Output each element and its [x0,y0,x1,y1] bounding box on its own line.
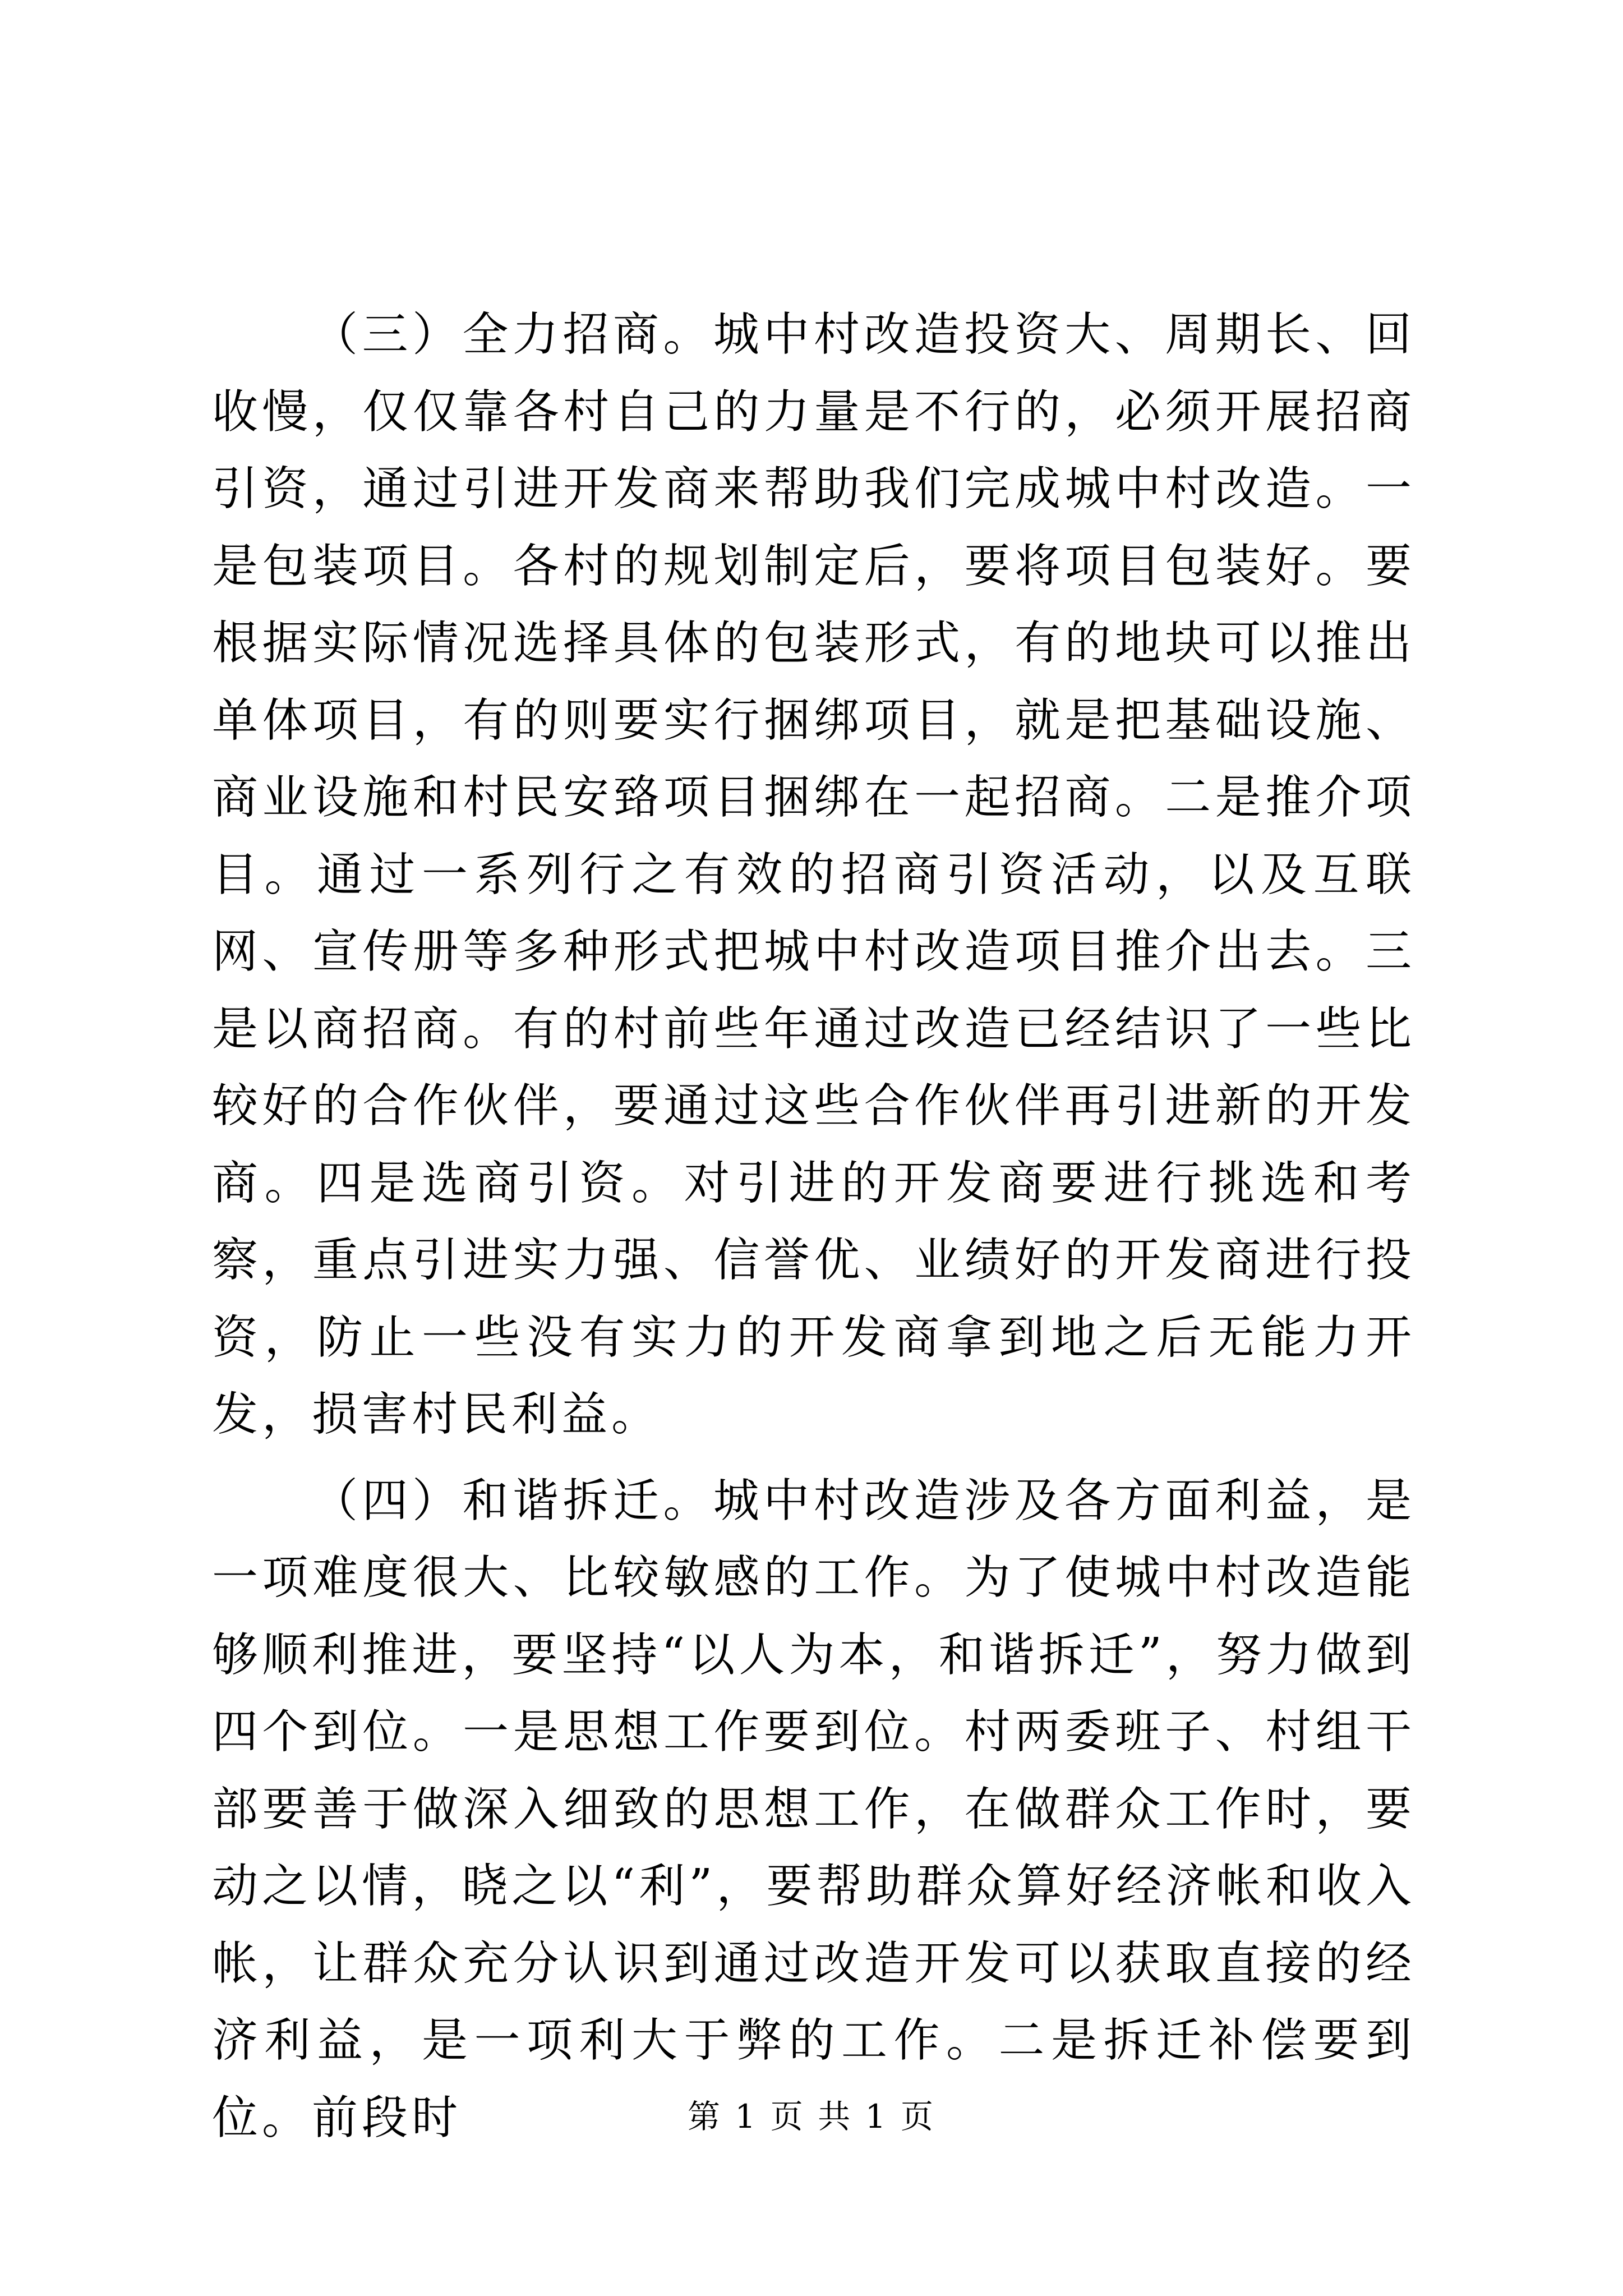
paragraph-section-3: （三）全力招商。城中村改造投资大、周期长、回收慢，仅仅靠各村自己的力量是不行的，必须开展招商引资，通过引进开发商来帮助我们完成城中村改造。一是包装项目。各村的规划制定后，要将项目包装好。要根据实际情况选择具体的包装形式，有的地块可以推出单体项目，有的则要实行捆绑项目，就是把基础设施、商业设施和村民安臵项目捆绑在一起招商。二是推介项目。通过一系列行之有效的招商引资活动，以及互联网、宣传册等多种形式把城中村改造项目推介出去。三是以商招商。有的村前些年通过改造已经结识了一些比较好的合作伙伴，要通过这些合作伙伴再引进新的开发商。四是选商引资。对引进的开发商要进行挑选和考察，重点引进实力强、信誉优、业绩好的开发商进行投资，防止一些没有实力的开发商拿到地之后无能力开发，损害村民利益。 [212,308,1415,1441]
page-footer: 第 1 页 共 1 页 [688,2097,935,2136]
paragraph-section-4: （四）和谐拆迁。城中村改造涉及各方面利益，是一项难度很大、比较敏感的工作。为了使城中村改造能够顺利推进，要坚持“以人为本，和谐拆迁”，努力做到四个到位。一是思想工作要到位。村两委班子、村组干部要善于做深入细致的思想工作，在做群众工作时，要动之以情，晓之以“利”，要帮助群众算好经济帐和收入帐，让群众充分认识到通过改造开发可以获取直接的经济利益，是一项利大于弊的工作。二是拆迁补偿要到位。前段时 [212,1474,1415,2145]
document-body [212,296,1415,2156]
